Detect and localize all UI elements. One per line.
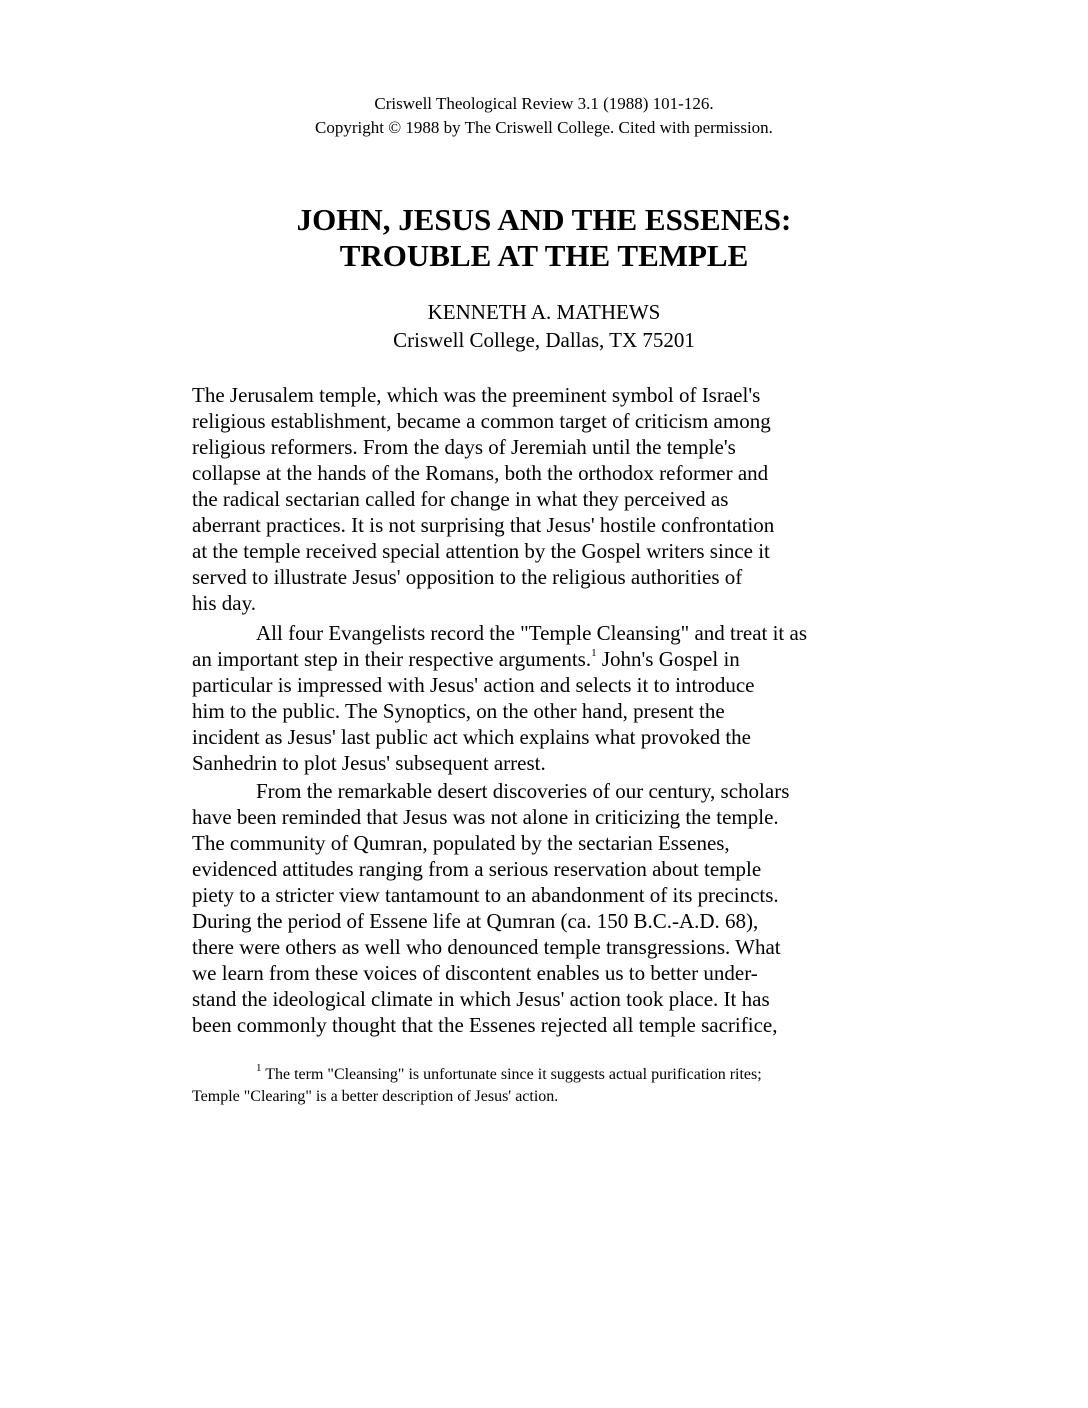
body-text-line: there were others as well who denounced temple transgressions. What xyxy=(192,935,781,959)
author-name: KENNETH A. MATHEWS xyxy=(427,300,661,324)
author-affiliation: Criswell College, Dallas, TX 75201 xyxy=(393,328,695,352)
body-text-segment: an important step in their respective arguments. xyxy=(192,647,592,671)
body-text-line: Sanhedrin to plot Jesus' subsequent arrest. xyxy=(192,751,546,775)
body-text-line: The Jerusalem temple, which was the preeminent symbol of Israel's xyxy=(192,383,761,407)
journal-citation: Criswell Theological Review 3.1 (1988) 101-126. xyxy=(374,94,714,113)
body-text-line: particular is impressed with Jesus' action and selects it to introduce xyxy=(192,673,755,697)
body-text-line: we learn from these voices of discontent enables us to better under- xyxy=(192,961,758,985)
footnote-text: The term "Cleansing" is unfortunate since it suggests actual purification rites; xyxy=(261,1066,762,1083)
body-text-line: incident as Jesus' last public act which explains what provoked the xyxy=(192,725,751,749)
body-text-line: the radical sectarian called for change in what they perceived as xyxy=(192,487,729,511)
body-text-line: at the temple received special attention by the Gospel writers since it xyxy=(192,539,770,563)
body-text-line: The community of Qumran, populated by the sectarian Essenes, xyxy=(192,831,730,855)
footnote-text-continued: Temple "Clearing" is a better description of Jesus' action. xyxy=(192,1088,559,1105)
body-text-line: served to illustrate Jesus' opposition to the religious authorities of xyxy=(192,565,743,589)
body-text-line: his day. xyxy=(192,591,256,615)
body-text-line: aberrant practices. It is not surprising that Jesus' hostile confrontation xyxy=(192,513,775,537)
body-text-segment: John's Gospel in xyxy=(596,647,740,671)
body-text-line: From the remarkable desert discoveries of our century, scholars xyxy=(256,779,790,803)
body-text-line: him to the public. The Synoptics, on the other hand, present the xyxy=(192,699,725,723)
body-text-line: During the period of Essene life at Qumran (ca. 150 B.C.-A.D. 68), xyxy=(192,909,759,933)
body-text-line: collapse at the hands of the Romans, both the orthodox reformer and xyxy=(192,461,769,485)
article-title-line-1: JOHN, JESUS AND THE ESSENES: xyxy=(296,202,792,237)
footnote-marker: 1 xyxy=(256,1061,262,1074)
body-text-line: piety to a stricter view tantamount to an abandonment of its precincts. xyxy=(192,883,779,907)
article-title-line-2: TROUBLE AT THE TEMPLE xyxy=(339,238,749,273)
body-text-line: evidenced attitudes ranging from a serious reservation about temple xyxy=(192,857,762,881)
body-text-line: been commonly thought that the Essenes rejected all temple sacrifice, xyxy=(192,1013,778,1037)
body-text-line: have been reminded that Jesus was not alone in criticizing the temple. xyxy=(192,805,779,829)
body-text-line: stand the ideological climate in which Jesus' action took place. It has xyxy=(192,987,770,1011)
body-text-line: religious reformers. From the days of Jeremiah until the temple's xyxy=(192,435,736,459)
footnote-reference: 1 xyxy=(591,647,597,659)
copyright-notice: Copyright © 1988 by The Criswell College. Cited with permission. xyxy=(315,118,773,137)
body-text-line: All four Evangelists record the "Temple Cleansing" and treat it as xyxy=(256,621,808,645)
body-text-line: religious establishment, became a common target of criticism among xyxy=(192,409,771,433)
body-text-line-with-footnote xyxy=(192,646,740,672)
footnote xyxy=(256,1061,762,1086)
